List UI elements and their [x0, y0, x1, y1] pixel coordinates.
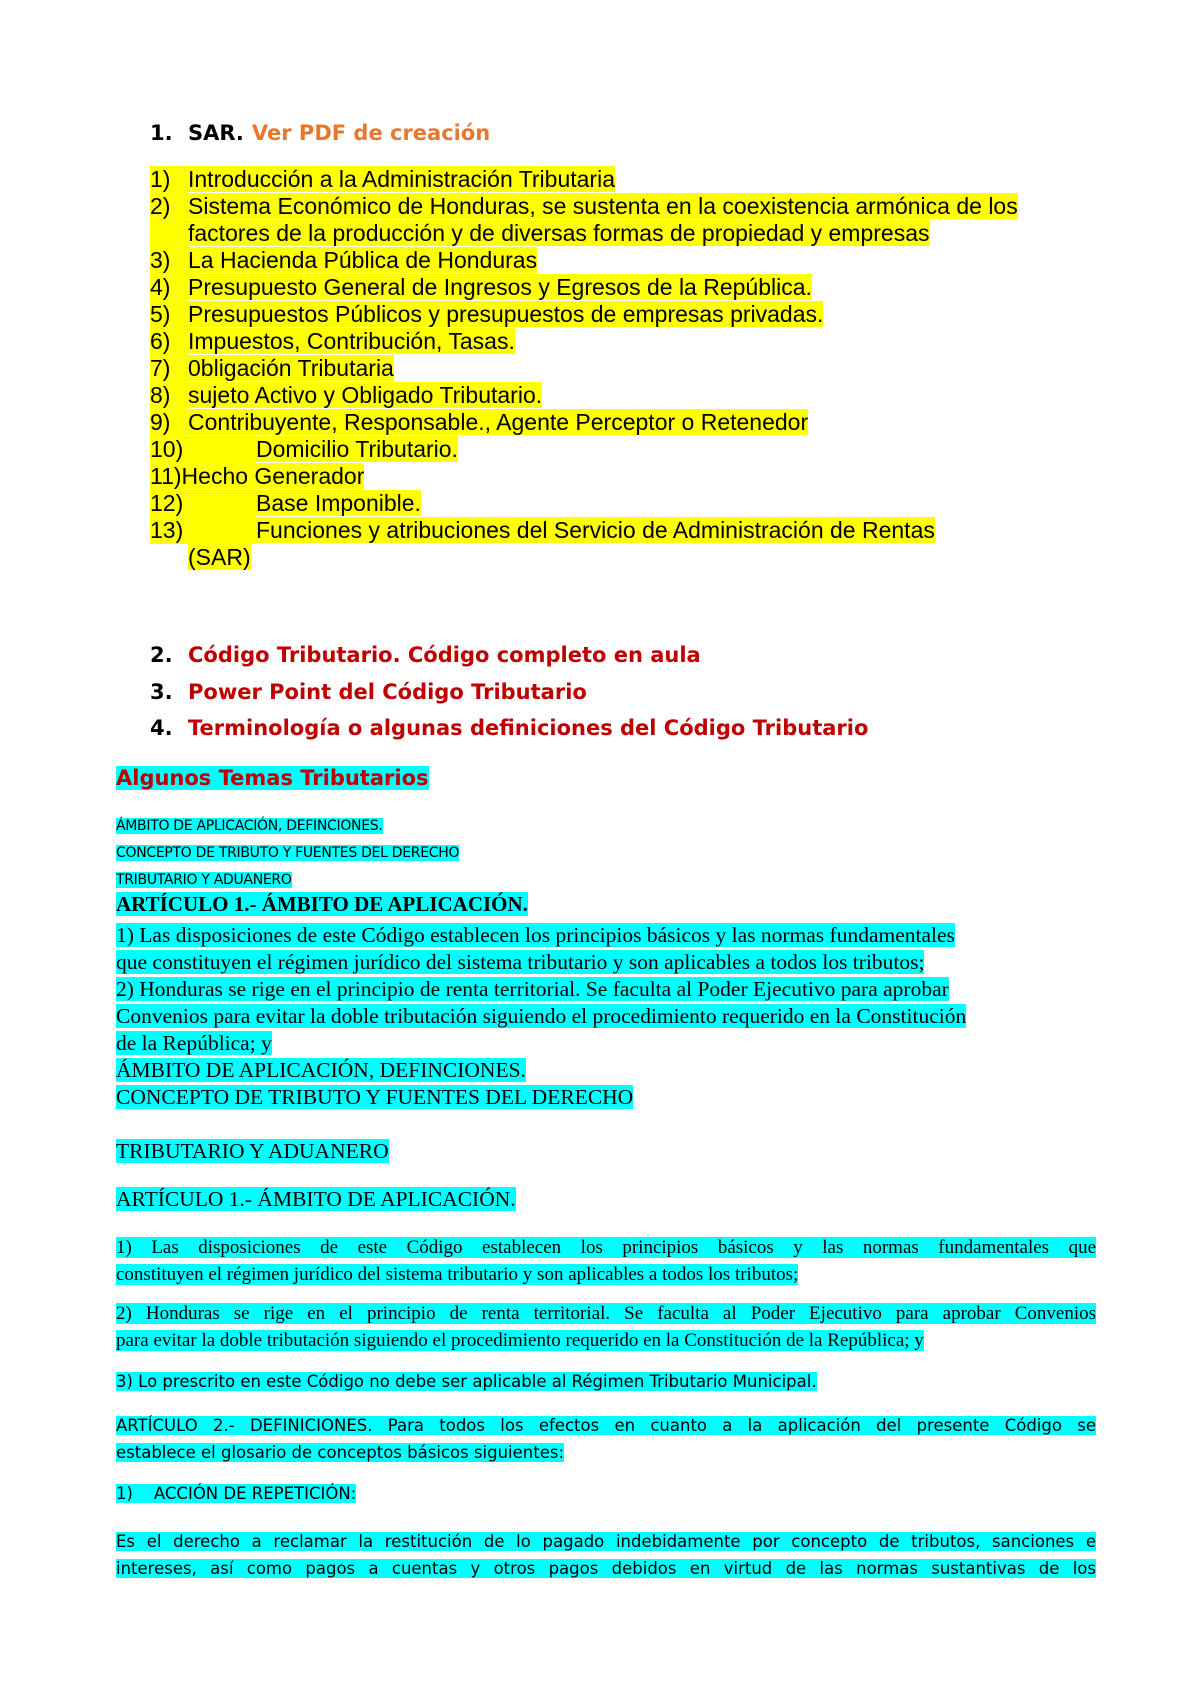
pdf-link[interactable]: Ver PDF de creación	[251, 121, 491, 145]
list-number: 1.	[150, 121, 173, 145]
article-2: ARTÍCULO 2.- DEFINICIONES. Para todos los efectos en cuanto a la aplicación del presente Código se establece el glosario de conceptos básicos siguientes:	[116, 1416, 1096, 1462]
topic-item: 6) Impuestos, Contribución, Tasas.	[150, 328, 515, 354]
repeat-paragraph-1: 1) Las disposiciones de este Código establecen los principios básicos y las normas fundamentales que constituyen el régimen jurídico del sistema tributario y son aplicables a todos los tributos;	[116, 1237, 1096, 1285]
item-label: SAR.	[188, 121, 244, 145]
definition-1-heading: 1) ACCIÓN DE REPETICIÓN:	[116, 1484, 357, 1503]
terminologia-link[interactable]: Terminología o algunas definiciones del Código Tributario	[188, 716, 869, 740]
topic-item: 10) Domicilio Tributario.	[150, 436, 458, 462]
definition-1-text: Es el derecho a reclamar la restitución de lo pagado indebidamente por concepto de tributos, sanciones e intereses, así como pagos a cuentas y otros pagos debidos en virtud de las normas sustantivas de los	[116, 1532, 1096, 1578]
main-list-item-2	[150, 640, 701, 670]
topic-item: 8) sujeto Activo y Obligado Tributario.	[150, 382, 543, 408]
list-number: 3.	[150, 680, 173, 704]
topic-item: 4) Presupuesto General de Ingresos y Egresos de la República.	[150, 274, 812, 300]
small-heading: ÁMBITO DE APLICACIÓN, DEFINCIONES.	[116, 818, 383, 834]
article-paragraph: 1) Las disposiciones de este Código establecen los principios básicos y las normas fundamentales que constituyen el régimen jurídico del sistema tributario y son aplicables a todos los tributos; 2) Honduras se rige en el principio de renta territorial. Se faculta al Poder Ejecutivo para aprobar Convenios para evitar la doble tributación siguiendo el procedimiento requerido en la Constitución de la República; y ÁMBITO DE APLICACIÓN, DEFINCIONES. CONCEPTO DE TRIBUTO Y FUENTES DEL DERECHO	[116, 923, 967, 1109]
power-point-link[interactable]: Power Point del Código Tributario	[188, 680, 587, 704]
sar-topics-list	[150, 166, 1090, 571]
topic-item: 9) Contribuyente, Responsable., Agente Perceptor o Retenedor	[150, 409, 809, 435]
topic-item: 2) Sistema Económico de Honduras, se sustenta en la coexistencia armónica de los factores de la producción y de diversas formas de propiedad y empresas	[150, 193, 1018, 246]
main-list-item-4	[150, 713, 868, 743]
topic-item: 13) Funciones y atribuciones del Servicio de Administración de Rentas	[150, 517, 935, 543]
topic-item: 1) Introducción a la Administración Tributaria	[150, 166, 615, 192]
repeat-paragraph-2: 2) Honduras se rige en el principio de renta territorial. Se faculta al Poder Ejecutivo para aprobar Convenios para evitar la doble tributación siguiendo el procedimiento requerido en la Constitución de la República; y	[116, 1303, 1096, 1351]
topic-item: 12) Base Imponible.	[150, 490, 421, 516]
topic-item: 7) 0bligación Tributaria	[150, 355, 394, 381]
topic-item: 3) La Hacienda Pública de Honduras	[150, 247, 538, 273]
main-list-item-1	[150, 118, 490, 148]
section-title: Algunos Temas Tributarios	[116, 766, 429, 790]
article-heading: ARTÍCULO 1.- ÁMBITO DE APLICACIÓN.	[116, 892, 528, 916]
topic-item: 11) Hecho Generador	[150, 463, 365, 489]
repeat-heading: TRIBUTARIO Y ADUANERO	[116, 1139, 389, 1163]
codigo-tributario-link[interactable]: Código Tributario. Código completo en aula	[188, 643, 701, 667]
small-heading: TRIBUTARIO Y ADUANERO	[116, 872, 292, 888]
small-heading: CONCEPTO DE TRIBUTO Y FUENTES DEL DERECHO	[116, 845, 460, 861]
main-list-item-3	[150, 677, 587, 707]
repeat-article-heading: ARTÍCULO 1.- ÁMBITO DE APLICACIÓN.	[116, 1187, 516, 1211]
topic-item: (SAR)	[188, 544, 251, 570]
list-number: 4.	[150, 716, 173, 740]
paragraph-3: 3) Lo prescrito en este Código no debe ser aplicable al Régimen Tributario Municipal.	[116, 1372, 817, 1391]
topic-item: 5) Presupuestos Públicos y presupuestos de empresas privadas.	[150, 301, 824, 327]
list-number: 2.	[150, 643, 173, 667]
